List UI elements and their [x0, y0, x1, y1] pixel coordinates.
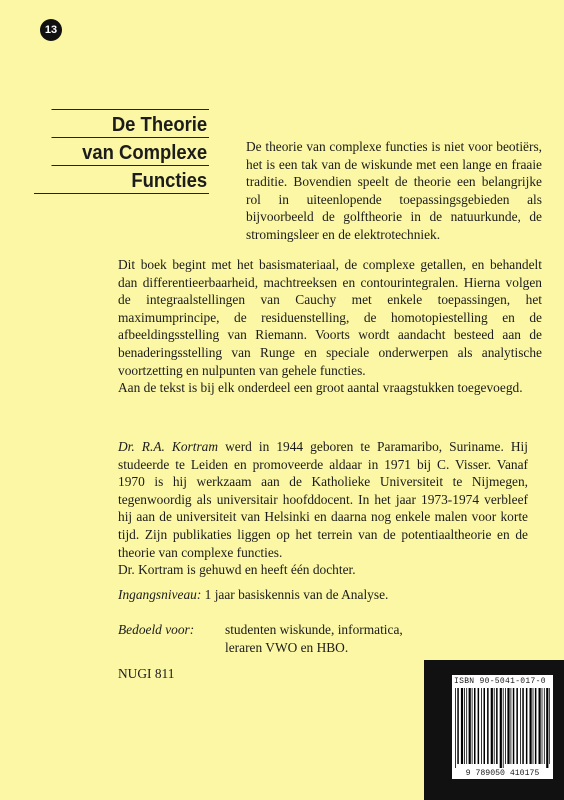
ean-number: 9 789050 410175	[465, 769, 540, 778]
barcode-bar	[549, 688, 550, 764]
entry-level-value: 1 jaar basiskennis van de Analyse.	[201, 587, 389, 602]
barcode-bar	[474, 688, 476, 764]
description-intro	[246, 138, 542, 244]
intended-values	[225, 621, 403, 656]
nugi-code: NUGI 811	[118, 666, 175, 681]
barcode-bar	[546, 688, 548, 768]
title-line-1: De Theorie	[52, 109, 210, 137]
barcode-bar	[503, 688, 504, 768]
barcode-bar	[526, 688, 528, 764]
barcode-bars	[455, 688, 550, 768]
barcode-bar	[496, 688, 498, 764]
content-paragraph: Dit boek begint met het basismateriaal, de complexe getallen, en behandelt dan differentieerbaarheid, machtreeksen en contourintegralen. Hierna volgen de integraalstellingen van Cauchy met enkele toepassingen, het maximumprincipe, de residuenstelling, de homotopiestelling en de afbeeldingsstelling van Riemann. Voorts wordt aandacht besteed aan de benaderingsstelling van Runge en speciale onderwerpen als analytische voortzetting en nulpunten van gehele functies.	[118, 257, 542, 378]
barcode-bar	[491, 688, 493, 764]
barcode-bar	[457, 688, 459, 764]
barcode-bar	[469, 688, 471, 764]
barcode-bar	[500, 688, 502, 768]
barcode-bar	[478, 688, 480, 764]
series-number-badge: 13	[40, 19, 62, 41]
barcode-bar	[507, 688, 509, 764]
barcode-bar	[539, 688, 541, 764]
barcode-bar	[522, 688, 524, 764]
exercises-paragraph: Aan de tekst is bij elk onderdeel een groot aantal vraagstukken toegevoegd.	[118, 380, 523, 396]
author-family: Dr. Kortram is gehuwd en heeft één dochter.	[118, 562, 356, 578]
entry-level-label: Ingangsniveau:	[118, 587, 202, 602]
author-name: Dr. R.A. Kortram	[118, 439, 219, 454]
intended-label: Bedoeld voor:	[118, 622, 195, 637]
barcode-bar	[520, 688, 521, 764]
title-line-2: van Complexe	[52, 137, 210, 165]
barcode-bar	[472, 688, 473, 764]
barcode-bar	[464, 688, 465, 764]
barcode-bar	[481, 688, 482, 764]
author-bio-paragraph	[118, 438, 528, 561]
barcode-bar	[466, 688, 467, 764]
barcode-bar	[530, 688, 532, 764]
title-bottom-rule	[34, 193, 209, 195]
barcode-bar	[533, 688, 534, 764]
barcode-bar	[461, 688, 463, 764]
barcode-bar	[513, 688, 515, 764]
barcode-bar	[511, 688, 512, 764]
entry-level	[118, 586, 388, 604]
barcode-bar	[516, 688, 518, 764]
barcode-bar	[505, 688, 506, 764]
barcode-bar	[535, 688, 537, 764]
intro-paragraph: De theorie van complexe functies is niet voor beotiërs, het is een tak van de wiskunde met een lange en fraaie traditie. Bovendien speelt de theorie een belangrijke rol in uiteenlopende toepassingsgebieden als bijvoorbeeld de golftheorie in de natuurkunde, de stromingsleer en de elektrotechniek.	[246, 139, 542, 242]
title-line-3: Functies	[52, 165, 210, 193]
barcode-bar	[542, 688, 543, 764]
author-biography	[118, 438, 528, 579]
intended-line-1: studenten wiskunde, informatica,	[225, 622, 403, 637]
author-bio-text: werd in 1944 geboren te Paramaribo, Suriname. Hij studeerde te Leiden en promoveerde aldaar in 1971 bij C. Visser. Vanaf 1970 is hij werkzaam aan de Katholieke Universiteit te Nijmegen, tegenwoordig als universitair hoofddocent. In het jaar 1973-1974 verbleef hij aan de universiteit van Helsinki en daarna nog enkele malen voor korte tijd. Zijn publikaties liggen op het terrein van de potentiaaltheorie en de theorie van complexe functies.	[118, 439, 528, 560]
intended-line-2: leraren VWO en HBO.	[225, 639, 349, 655]
isbn-number: ISBN 90-5041-017-0	[454, 677, 546, 686]
barcode-bar	[455, 688, 456, 768]
barcode-bar	[487, 688, 489, 764]
description-content	[118, 256, 542, 397]
barcode-bar	[544, 688, 545, 764]
book-title	[34, 109, 209, 195]
barcode-bar	[484, 688, 486, 764]
barcode-bar	[494, 688, 495, 764]
